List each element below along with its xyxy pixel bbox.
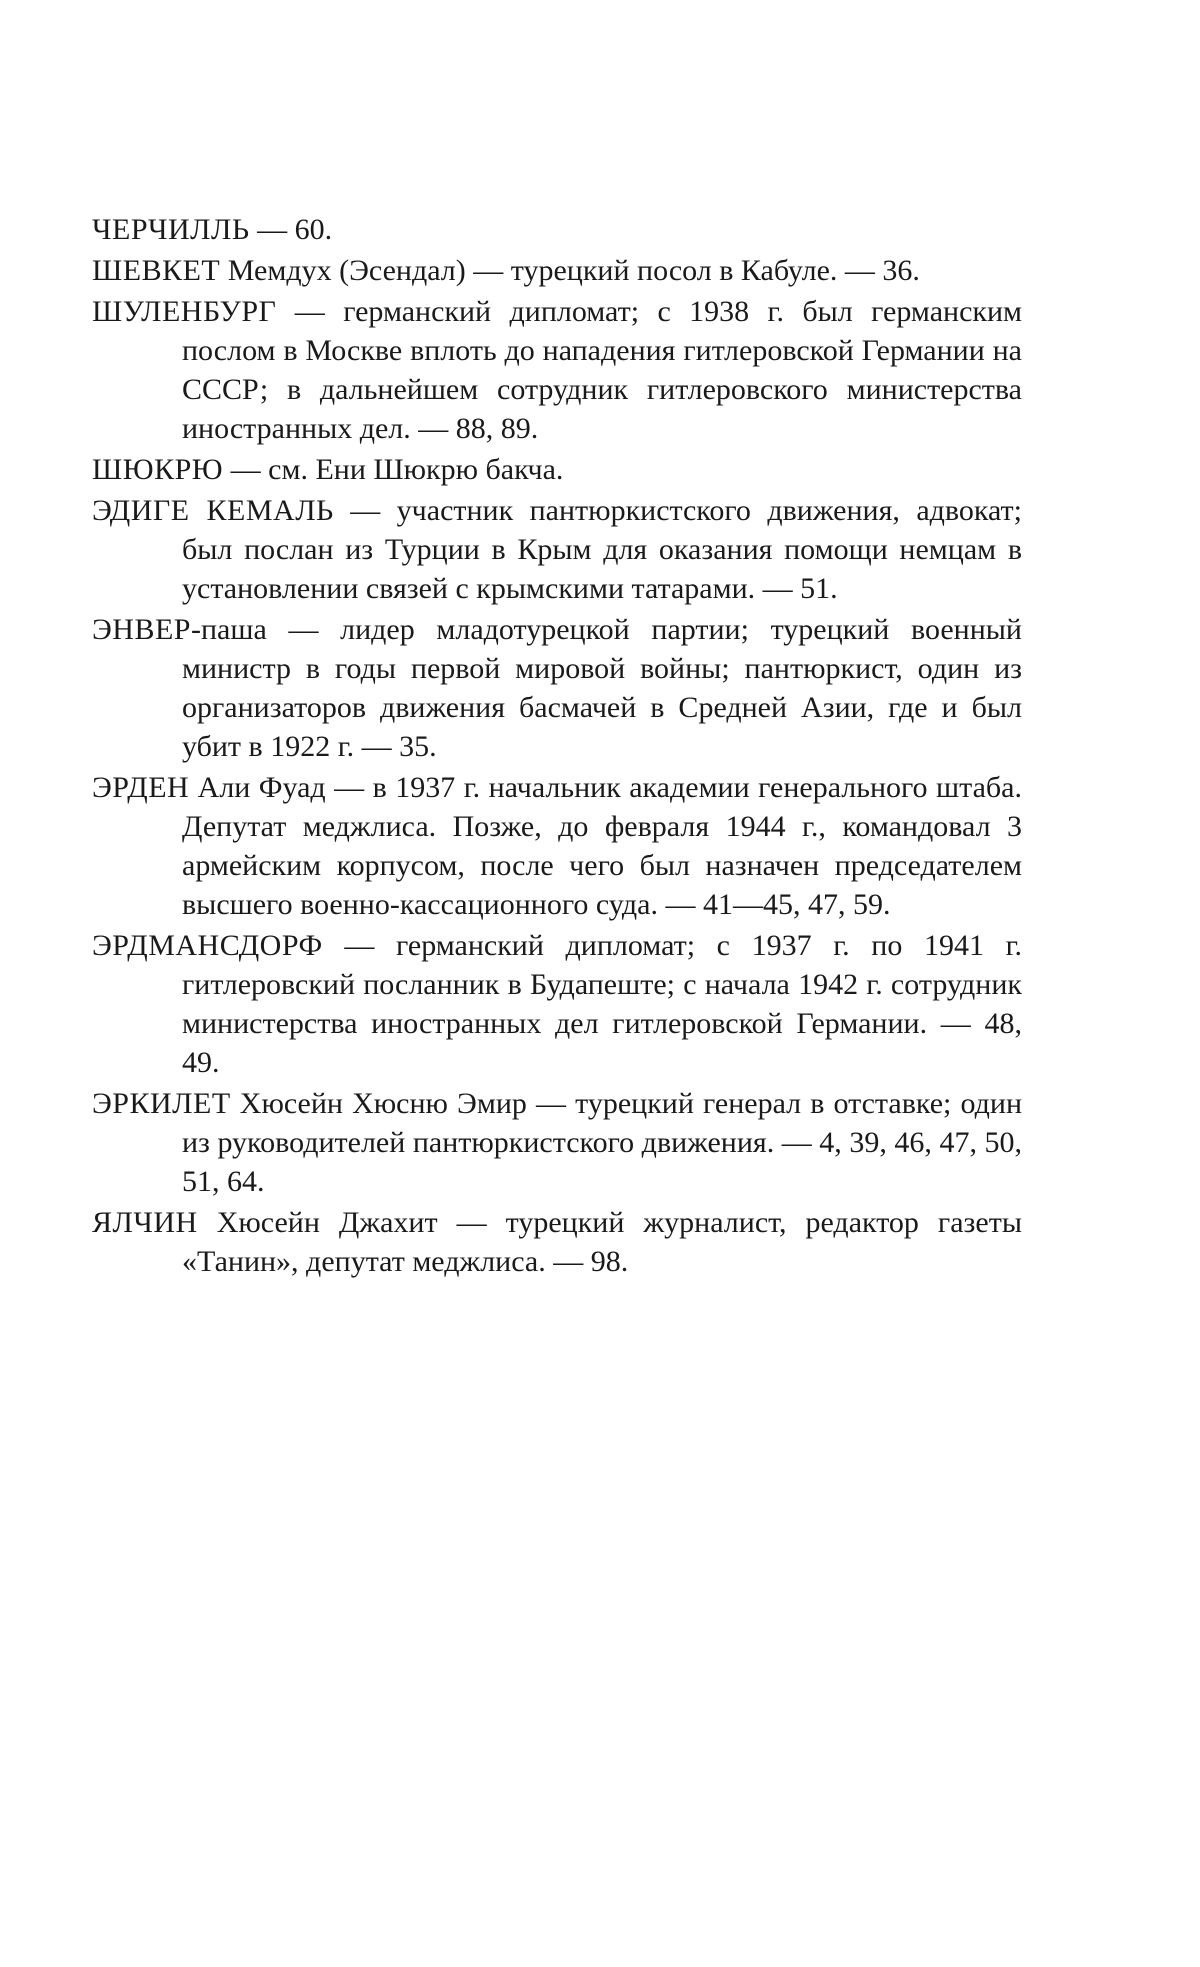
entry-text: — германский дипломат; с 1937 г. по 1941 г. гитлеровский посланник в Будапеште; с начала 1942 г. сотрудник министерства иностранных дел гитлеровской Германии. — 48, 49. <box>182 929 1022 1079</box>
entry-text: — 60. <box>249 213 333 246</box>
index-entry <box>92 768 1022 924</box>
entry-name: ЧЕРЧИЛЛЬ <box>92 213 250 246</box>
entry-text: Мемдух (Эсендал) — турецкий посол в Кабуле. — 36. <box>220 254 920 287</box>
index-entry <box>92 1084 1022 1201</box>
index-entry <box>92 210 1022 249</box>
name-index <box>92 210 1022 1283</box>
entry-name: ЭНВЕР <box>92 613 191 646</box>
index-entry <box>92 292 1022 448</box>
entry-name: ШЕВКЕТ <box>92 254 221 287</box>
entry-name: ЭРДЕН <box>92 771 190 804</box>
entry-name: ЯЛЧИН <box>92 1206 198 1239</box>
entry-name: ШУЛЕНБУРГ <box>92 295 277 328</box>
entry-text: — германский дипломат; с 1938 г. был германским послом в Москве вплоть до нападения гитлеровской Германии на СССР; в дальнейшем сотрудник гитлеровского министерства иностранных дел. — 88, 89. <box>182 295 1022 445</box>
entry-text: — участник пантюркистского движения, адвокат; был послан из Турции в Крым для оказания помощи немцам в установлении связей с крымскими татарами. — 51. <box>182 494 1022 605</box>
index-entry <box>92 491 1022 608</box>
index-entry <box>92 251 1022 290</box>
entry-name: ЭРДМАНСДОРФ <box>92 929 323 962</box>
entry-text: Али Фуад — в 1937 г. начальник академии генерального штаба. Депутат меджлиса. Позже, до февраля 1944 г., командовал 3 армейским корпусом, после чего был назначен председателем высшего военно-кассационного суда. — 41—45, 47, 59. <box>182 771 1022 921</box>
index-entry <box>92 450 1022 489</box>
entry-name: ЭРКИЛЕТ <box>92 1087 231 1120</box>
index-entry <box>92 1203 1022 1281</box>
entry-name: ЭДИГЕ КЕМАЛЬ <box>92 494 334 527</box>
entry-text: Хюсейн Джахит — турецкий журналист, редактор газеты «Танин», депутат меджлиса. — 98. <box>182 1206 1022 1278</box>
index-entry <box>92 926 1022 1082</box>
entry-name: ШЮКРЮ <box>92 453 224 486</box>
entry-text: -паша — лидер младотурецкой партии; турецкий военный министр в годы первой мировой войны; пантюркист, один из организаторов движения басмачей в Средней Азии, где и был убит в 1922 г. — 35. <box>182 613 1022 763</box>
entry-text: — см. Ени Шюкрю бакча. <box>223 453 564 486</box>
entry-text: Хюсейн Хюсню Эмир — турецкий генерал в отставке; один из руководителей пантюркистского движения. — 4, 39, 46, 47, 50, 51, 64. <box>182 1087 1022 1198</box>
index-entry <box>92 610 1022 766</box>
